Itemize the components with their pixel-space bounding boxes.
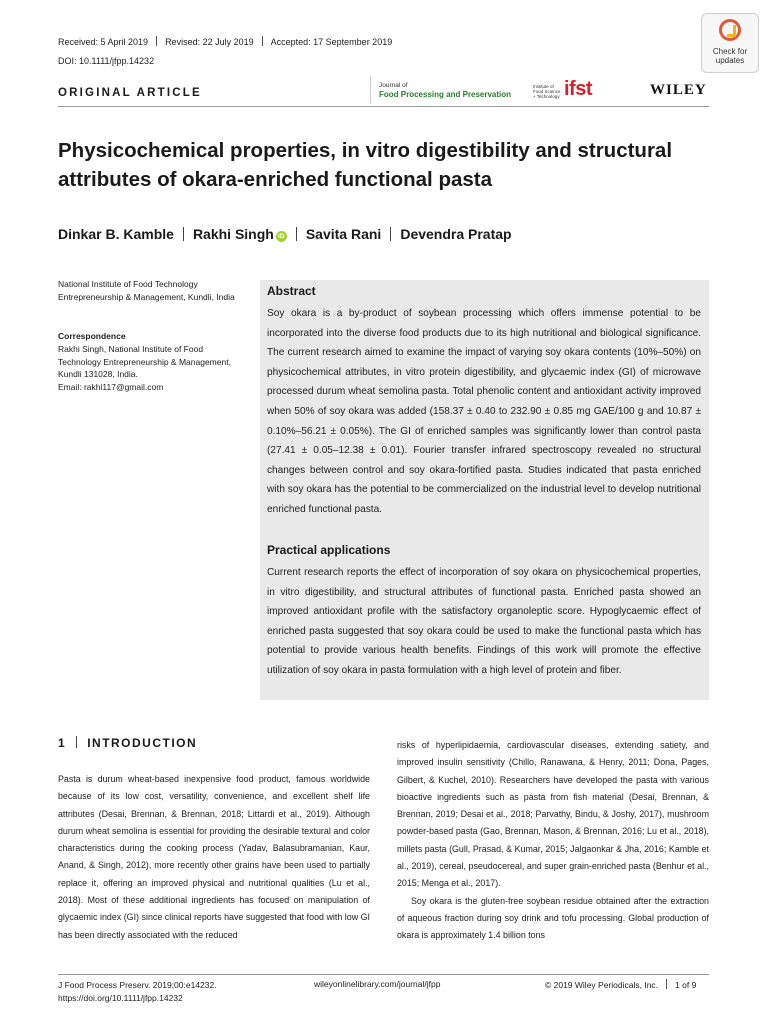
journal-logo-line2: Food Processing and Preservation xyxy=(379,90,512,99)
received-date: Received: 5 April 2019 xyxy=(58,37,149,47)
intro-left-column: Pasta is durum wheat-based inexpensive food product, famous worldwide because of its low cost, versatility, convenience, and excellent shelf life attributes (Desai, Brennan, & Brennan, 2018; Littardi et al., 2019). Although durum wheat semolina is essential for providing the desirable textural and color characteristics during the cooking process (Yadav, Balasubramanian, Kaur, Anand, & Singh, 2012), more recently other grains have been used to partially replace it, offering an improved physical and nutritional qualities (Lu et al., 2018). Most of these additional ingredients has focused on manipulation of glycaemic index (GI) since clinical reports have suggested that food with low GI has been directly associated with the reduced xyxy=(58,774,370,940)
correspondence-details xyxy=(58,343,248,393)
journal-website-link[interactable]: wileyonlinelibrary.com/journal/jfpp xyxy=(314,979,441,989)
abstract-text: Soy okara is a by-product of soybean processing which offers immense potential to be incorporated into the diverse food products due to its high nutritional and biological significance. The current research aimed to examine the impact of varying soy okara contents (10%–50%) on physicochemical attributes, in vitro protein digestibility, and glycaemic index (GI) of microwave processed durum wheat semolina pasta. Total phenolic content and antioxidant activity improved when 50% of soy okara was added (158.37 ± 0.40 to 232.90 ± 0.85 mg GAE/100 g and 10.87 ± 0.10%–56.21 ± 0.05%). The GI of enriched samples was significantly lower than control pasta (27.41 ± 0.05–12.38 ± 0.01). Fourier transfer infrared spectroscopy revealed no structural changes between control and soy okara-fortified pasta. Studies indicated that pasta enriched with soy okara has the potential to be commercialized on the industrial level to develop nutritional enriched functional pasta. xyxy=(267,308,701,515)
section-title: INTRODUCTION xyxy=(87,736,198,750)
abstract-heading: Abstract xyxy=(267,284,316,298)
divider xyxy=(390,227,391,241)
divider xyxy=(76,736,77,748)
divider xyxy=(183,227,184,241)
footer-right xyxy=(545,979,696,990)
author-name[interactable]: Dinkar B. Kamble xyxy=(58,226,174,242)
accepted-date: Accepted: 17 September 2019 xyxy=(270,37,393,47)
page-number: 1 of 9 xyxy=(675,980,697,990)
affiliation: National Institute of Food Technology Entrepreneurship & Management, Kundli, India xyxy=(58,279,235,302)
publisher-logo[interactable]: WILEY xyxy=(650,82,707,98)
intro-paragraph: risks of hyperlipidaemia, cardiovascular diseases, extending satiety, and improved insulin sensitivity (Chillo, Ranawana, & Henry, 2011; Dona, Pages, Gilbert, & Kuchel, 2010). Researchers have developed the pasta with various bioactive ingredients such as pasta from fish material (Desai, Brennan, & Brennan, 2019; Desai et al., 2018; Parvathy, Bindu, & Joshy, 2017), mushroom powder-based pasta (Gao, Brennan, Mason, & Brennan, 2016; Lu et al., 2018), millets pasta (Gull, Prasad, & Kumar, 2015; Jalgaonkar & Jha, 2016; Kamble et al., 2019), cereal, pseudocereal, and super grain-enriched pasta (Benhur et al., 2015; Menga et al., 2017). xyxy=(397,740,709,889)
divider xyxy=(296,227,297,241)
author-name[interactable]: Rakhi Singh xyxy=(192,226,274,242)
check-for-updates-button[interactable] xyxy=(701,13,759,73)
check-updates-icon xyxy=(719,19,741,41)
practical-applications-heading: Practical applications xyxy=(267,543,391,557)
intro-right-column xyxy=(397,737,709,945)
correspondence-text: Rakhi Singh, National Institute of Food Technology Entrepreneurship & Management, Kundli 131028, India. xyxy=(58,344,231,380)
ifst-logo-subtext: Institute of Food Science + Technology xyxy=(533,84,561,99)
doi-link[interactable]: https://doi.org/10.1111/jfpp.14232 xyxy=(58,993,183,1003)
ifst-logo: ifst xyxy=(564,78,592,100)
paper-title: Physicochemical properties, in vitro digestibility and structural attributes of okara-enriched functional pasta xyxy=(58,139,673,191)
intro-paragraph: Soy okara is the gluten-free soybean residue obtained after the extraction of aqueous fraction during soy drink and tofu processing. Global production of okara is approximately 1.4 billion tons xyxy=(397,895,709,941)
footer-citation xyxy=(58,979,217,1005)
copyright: © 2019 Wiley Periodicals, Inc. xyxy=(545,980,659,990)
publication-dates xyxy=(58,36,392,47)
doi[interactable]: DOI: 10.1111/jfpp.14232 xyxy=(58,56,155,66)
check-updates-label: Check for updates xyxy=(712,47,748,65)
orcid-icon[interactable]: iD xyxy=(276,231,287,242)
practical-applications-text: Current research reports the effect of incorporation of soy okara on physicochemical properties, in vitro digestibility, and structural attributes of functional pasta. Enriched pasta showed an improved antioxidant profile with the satisfactory organoleptic score. Hypoglycaemic effect of enriched pasta suggested that soy okara could be used to make the functional pasta which has potential to provide various health benefits. Findings of this work will promote the effective utilization of soy okara in pasta formulation with a high level of protein and fiber. xyxy=(267,567,701,676)
author-name[interactable]: Savita Rani xyxy=(305,226,382,242)
footer-divider xyxy=(58,974,709,975)
article-type: ORIGINAL ARTICLE xyxy=(58,87,202,99)
author-list xyxy=(58,226,512,242)
author-name[interactable]: Devendra Pratap xyxy=(400,226,512,242)
divider xyxy=(666,979,667,989)
section-number: 1 xyxy=(58,736,67,750)
journal-logo-line1: Journal of xyxy=(379,82,408,89)
section-heading xyxy=(58,736,197,750)
divider xyxy=(262,36,263,46)
divider xyxy=(156,36,157,46)
correspondence-email[interactable]: Email: rakhi117@gmail.com xyxy=(58,381,164,392)
revised-date: Revised: 22 July 2019 xyxy=(165,37,254,47)
header-divider xyxy=(58,106,709,107)
citation-text: J Food Process Preserv. 2019;00:e14232. xyxy=(58,980,217,990)
journal-logo[interactable] xyxy=(370,76,605,104)
correspondence-heading: Correspondence xyxy=(58,331,126,341)
